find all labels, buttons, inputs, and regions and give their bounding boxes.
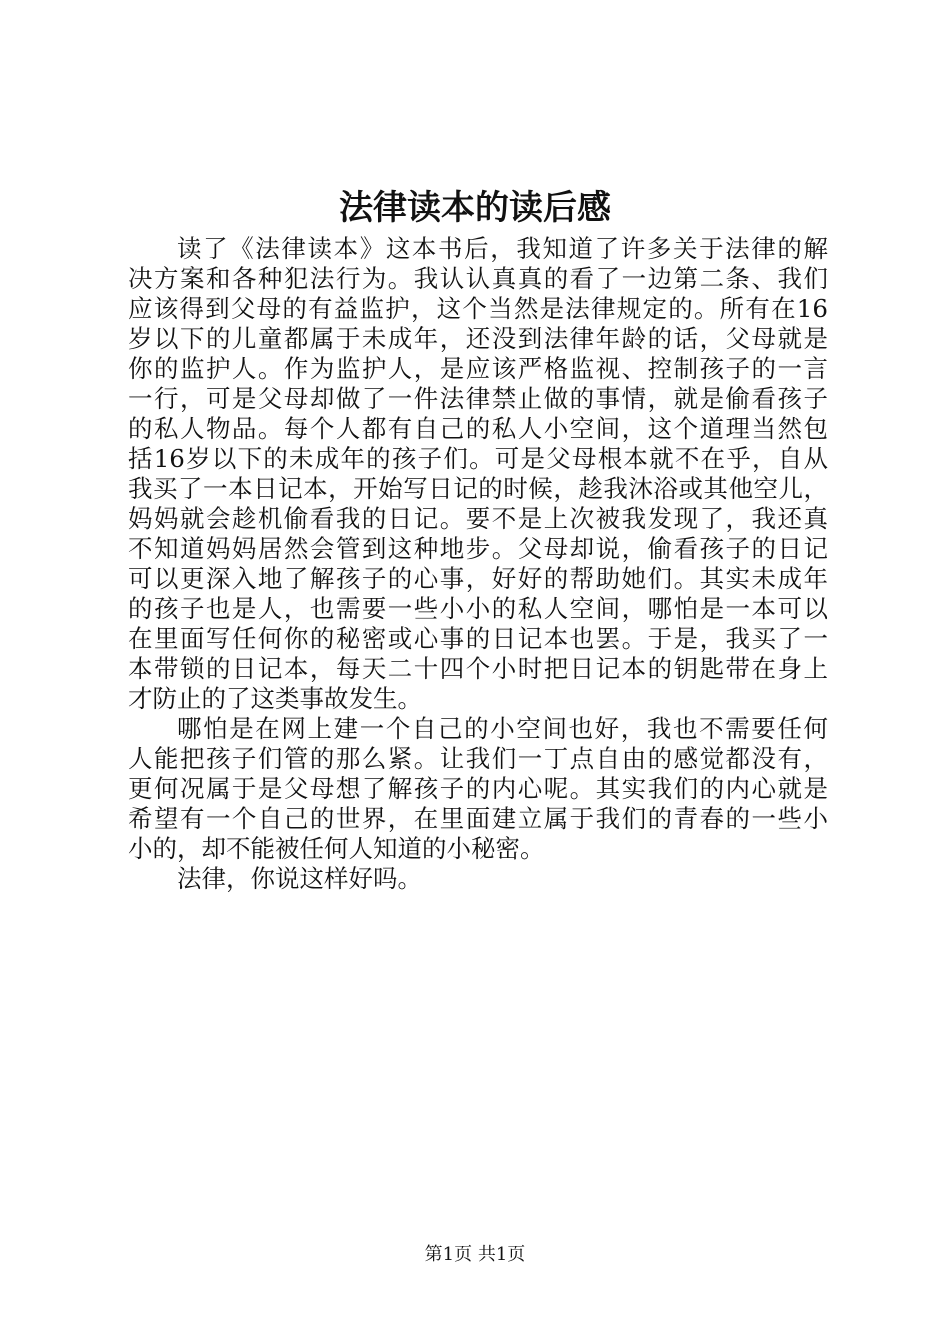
paragraph-line: 希望有一个自己的世界，在里面建立属于我们的青春的一些小 [128,804,828,833]
paragraph-line: 你的监护人。作为监护人，是应该严格监视、控制孩子的一言 [128,354,828,383]
paragraph-line: 的孩子也是人，也需要一些小小的私人空间，哪怕是一本可以 [128,594,828,623]
paragraph-line: 决方案和各种犯法行为。我认认真真的看了一边第二条、我们 [128,264,828,293]
paragraph-line: 一行，可是父母却做了一件法律禁止做的事情，就是偷看孩子 [128,384,828,413]
page-footer: 第1页 共1页 [424,1244,526,1265]
document-body [128,234,828,894]
paragraph-line: 不知道妈妈居然会管到这种地步。父母却说，偷看孩子的日记 [128,534,828,563]
paragraph-2 [128,714,828,864]
paragraph-line: 括16岁以下的未成年的孩子们。可是父母根本就不在乎，自从 [128,444,828,473]
paragraph-line: 岁以下的儿童都属于未成年，还没到法律年龄的话，父母就是 [128,324,828,353]
paragraph-line: 读了《法律读本》这本书后，我知道了许多关于法律的解 [177,234,828,263]
paragraph-line: 的私人物品。每个人都有自己的私人小空间，这个道理当然包 [128,414,828,443]
paragraph-line: 可以更深入地了解孩子的心事，好好的帮助她们。其实未成年 [128,564,828,593]
paragraph-3 [128,864,828,894]
paragraph-line: 本带锁的日记本，每天二十四个小时把日记本的钥匙带在身上 [128,654,828,683]
paragraph-line: 在里面写任何你的秘密或心事的日记本也罢。于是，我买了一 [128,624,828,653]
paragraph-line: 我买了一本日记本，开始写日记的时候，趁我沐浴或其他空儿， [128,474,828,503]
paragraph-line: 法律，你说这样好吗。 [177,864,422,893]
paragraph-line: 小的，却不能被任何人知道的小秘密。 [128,834,545,863]
paragraph-line: 应该得到父母的有益监护，这个当然是法律规定的。所有在16 [128,294,828,323]
paragraph-line: 妈妈就会趁机偷看我的日记。要不是上次被我发现了，我还真 [128,504,828,533]
paragraph-line: 更何况属于是父母想了解孩子的内心呢。其实我们的内心就是 [128,774,828,803]
document-title: 法律读本的读后感 [339,188,611,228]
paragraph-1 [128,234,828,714]
paragraph-line: 人能把孩子们管的那么紧。让我们一丁点自由的感觉都没有， [128,744,828,773]
paragraph-line: 哪怕是在网上建一个自己的小空间也好，我也不需要任何 [177,714,828,743]
paragraph-line: 才防止的了这类事故发生。 [128,684,422,713]
